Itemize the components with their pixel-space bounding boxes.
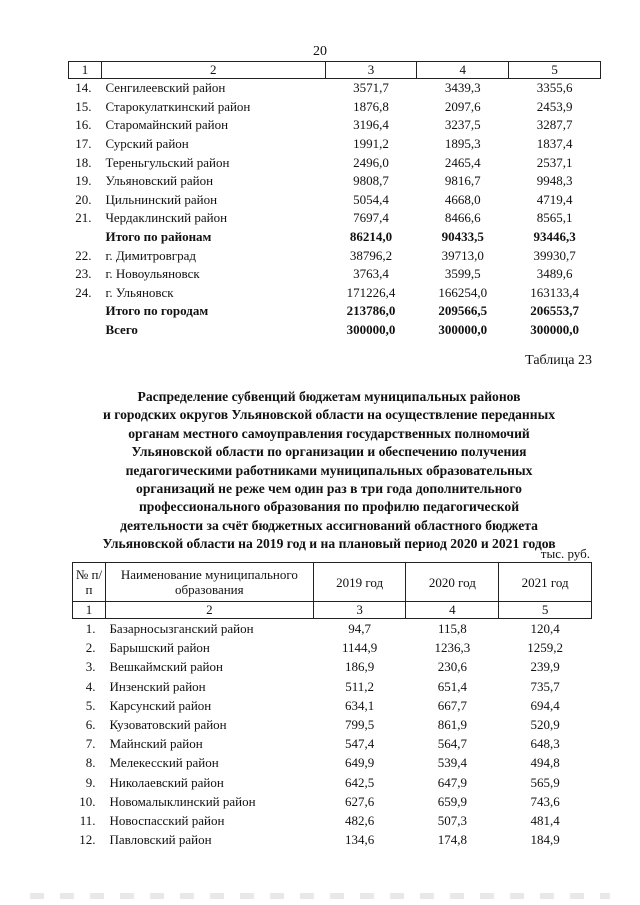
value-cell: 120,4 — [530, 621, 560, 637]
value-cell: 3571,7 — [353, 80, 389, 96]
table-row — [73, 734, 592, 753]
value-cell: 2496,0 — [353, 154, 389, 170]
budget-table-continued — [68, 61, 601, 339]
municipality-name: Майнский район — [109, 736, 203, 752]
value-cell: 3287,7 — [536, 117, 573, 133]
table-row — [73, 753, 592, 772]
municipality-name: Всего — [105, 322, 138, 338]
row-number: 12. — [79, 832, 96, 848]
value-cell: 90433,5 — [441, 229, 484, 245]
col-number: 4 — [406, 602, 499, 619]
municipality-name: Инзенский район — [109, 678, 206, 694]
municipality-name: Итого по городам — [105, 303, 209, 319]
municipality-name: Чердаклинский район — [105, 210, 228, 226]
units-label: тыс. руб. — [540, 546, 590, 561]
title-line: Ульяновской области по организации и обеспечению получения — [131, 444, 527, 460]
value-cell: 93446,3 — [533, 229, 576, 245]
value-cell: 86214,0 — [349, 229, 393, 245]
row-number — [69, 321, 102, 340]
subvention-table — [72, 562, 592, 849]
table2-body — [73, 563, 592, 850]
value-cell: 5054,4 — [353, 191, 389, 207]
value-cell: 4719,4 — [536, 191, 573, 207]
title-line: педагогическими работниками муниципальных образовательных — [125, 462, 533, 478]
value-cell: 166254,0 — [438, 284, 488, 300]
title-line: и городских округов Ульяновской области на осуществление переданных — [103, 407, 555, 423]
municipality-name: Новомалыклинский район — [109, 793, 256, 809]
table-row — [73, 830, 592, 849]
municipality-name: Павловский район — [109, 832, 212, 848]
table-label: Таблица 23 — [525, 353, 592, 368]
value-cell: 539,4 — [437, 755, 467, 771]
value-cell: 3763,4 — [353, 266, 389, 282]
row-number: 2. — [85, 640, 96, 656]
value-cell: 9816,7 — [444, 173, 481, 189]
value-cell: 4668,0 — [444, 191, 481, 207]
row-number: 14. — [75, 80, 92, 96]
table-row — [69, 191, 601, 210]
col-number: 4 — [417, 62, 509, 79]
row-number: 5. — [85, 697, 96, 713]
value-cell: 3237,5 — [444, 117, 481, 133]
value-cell: 184,9 — [530, 832, 560, 848]
value-cell: 174,8 — [437, 832, 467, 848]
row-number: 15. — [75, 98, 92, 114]
table-row — [73, 696, 592, 715]
row-number: 8. — [85, 755, 96, 771]
value-cell: 9808,7 — [353, 173, 389, 189]
value-cell: 565,9 — [530, 774, 560, 790]
municipality-name: Итого по районам — [105, 229, 212, 245]
col-number: 1 — [73, 602, 106, 619]
value-cell: 648,3 — [530, 736, 560, 752]
municipality-name: Базарносызганский район — [109, 621, 254, 637]
value-cell: 8466,6 — [444, 210, 481, 226]
table-row — [73, 619, 592, 639]
header-year: 2019 год — [313, 563, 406, 602]
value-cell: 481,4 — [530, 812, 560, 828]
value-cell: 94,7 — [348, 621, 371, 637]
row-number — [69, 228, 102, 247]
value-cell: 1144,9 — [341, 640, 378, 656]
value-cell: 659,9 — [437, 793, 467, 809]
row-number: 3. — [85, 659, 96, 675]
row-number: 16. — [75, 117, 92, 133]
value-cell: 300000,0 — [346, 322, 396, 338]
title-line: органам местного самоуправления государственных полномочий — [128, 425, 530, 441]
value-cell: 134,6 — [344, 832, 375, 848]
municipality-name: Кузоватовский район — [109, 717, 227, 733]
table2-header — [73, 563, 592, 602]
row-number — [69, 302, 102, 321]
row-number: 1. — [85, 621, 96, 637]
header-year: 2021 год — [499, 563, 592, 602]
value-cell: 186,9 — [344, 659, 375, 675]
table-row — [69, 116, 601, 135]
row-number: 19. — [75, 173, 92, 189]
value-cell: 230,6 — [437, 659, 467, 675]
col-number: 3 — [325, 62, 417, 79]
value-cell: 2465,4 — [444, 154, 481, 170]
value-cell: 213786,0 — [346, 303, 396, 319]
table-row — [73, 792, 592, 811]
municipality-name: Мелекесский район — [109, 755, 219, 771]
value-cell: 647,9 — [437, 774, 467, 790]
row-number: 21. — [75, 210, 92, 226]
row-number: 23. — [75, 266, 92, 282]
value-cell: 3489,6 — [536, 266, 573, 282]
value-cell: 38796,2 — [349, 247, 393, 263]
value-cell: 300000,0 — [438, 322, 488, 338]
municipality-name: Барышский район — [109, 640, 210, 656]
table-row — [69, 265, 601, 284]
row-number: 18. — [75, 154, 92, 170]
row-number: 17. — [75, 136, 92, 152]
value-cell: 743,6 — [530, 793, 560, 809]
value-cell: 520,9 — [530, 717, 560, 733]
municipality-name: Новоспасский район — [109, 812, 225, 828]
row-number: 7. — [85, 736, 96, 752]
value-cell: 634,1 — [344, 697, 375, 713]
municipality-name: Тереньгульский район — [105, 154, 230, 170]
row-number: 20. — [75, 191, 92, 207]
table-row — [69, 153, 601, 172]
table-row — [69, 135, 601, 154]
table-row — [73, 811, 592, 830]
value-cell: 3439,3 — [444, 80, 481, 96]
municipality-name: Старомайнский район — [105, 117, 229, 133]
value-cell: 482,6 — [344, 812, 375, 828]
value-cell: 39930,7 — [533, 247, 576, 263]
row-number: 6. — [85, 717, 96, 733]
table1-body — [69, 62, 601, 340]
table-row — [69, 172, 601, 191]
row-number: 9. — [85, 774, 96, 790]
value-cell: 2453,9 — [536, 98, 573, 114]
table-row — [69, 284, 601, 303]
title-line: Ульяновской области на 2019 год и на плановый период 2020 и 2021 годов — [102, 536, 556, 552]
value-cell: 799,5 — [344, 717, 375, 733]
value-cell: 547,4 — [344, 736, 375, 752]
municipality-name: г. Новоульяновск — [105, 266, 200, 282]
value-cell: 171226,4 — [346, 284, 396, 300]
value-cell: 209566,5 — [438, 303, 488, 319]
col-number: 2 — [101, 62, 325, 79]
table-title — [40, 388, 618, 554]
value-cell: 627,6 — [344, 793, 375, 809]
municipality-name: Сурский район — [105, 136, 189, 152]
value-cell: 1236,3 — [434, 640, 471, 656]
table-row — [73, 638, 592, 657]
value-cell: 507,3 — [437, 812, 467, 828]
header-year: 2020 год — [406, 563, 499, 602]
table-row — [73, 715, 592, 734]
row-number: 24. — [75, 284, 92, 300]
value-cell: 2097,6 — [444, 98, 481, 114]
value-cell: 7697,4 — [353, 210, 389, 226]
table-row — [69, 209, 601, 228]
municipality-name: Цильнинский район — [105, 191, 218, 207]
table-row — [69, 302, 601, 321]
value-cell: 3196,4 — [353, 117, 389, 133]
municipality-name: г. Димитровград — [105, 247, 197, 263]
row-number: 4. — [85, 678, 96, 694]
municipality-name: г. Ульяновск — [105, 284, 174, 300]
value-cell: 511,2 — [345, 678, 374, 694]
table-row — [69, 321, 601, 340]
scan-smudge — [30, 893, 610, 899]
value-cell: 2537,1 — [536, 154, 573, 170]
header-number: № п/п — [73, 563, 106, 602]
table-row — [69, 98, 601, 117]
value-cell: 239,9 — [530, 659, 560, 675]
table1-column-numbers — [69, 62, 601, 79]
value-cell: 667,7 — [437, 697, 467, 713]
value-cell: 861,9 — [437, 717, 467, 733]
title-line: Распределение субвенций бюджетам муниципальных районов — [137, 389, 521, 404]
value-cell: 651,4 — [437, 678, 467, 694]
municipality-name: Сенгилеевский район — [105, 80, 226, 96]
value-cell: 1837,4 — [536, 136, 573, 152]
table-row — [73, 657, 592, 676]
table-row — [69, 79, 601, 98]
col-number: 2 — [105, 602, 313, 619]
table2-column-numbers — [73, 602, 592, 619]
municipality-name: Старокулаткинский район — [105, 98, 251, 114]
municipality-name: Ульяновский район — [105, 173, 214, 189]
value-cell: 642,5 — [344, 774, 375, 790]
value-cell: 694,4 — [530, 697, 560, 713]
table-row — [73, 773, 592, 792]
header-municipality: Наименование муниципального образования — [105, 563, 313, 602]
value-cell: 163133,4 — [530, 284, 579, 300]
row-number: 11. — [79, 812, 96, 828]
row-number: 10. — [79, 793, 96, 809]
col-number: 3 — [313, 602, 406, 619]
table-row — [73, 677, 592, 696]
value-cell: 3599,5 — [444, 266, 481, 282]
value-cell: 1895,3 — [444, 136, 481, 152]
col-number: 1 — [69, 62, 102, 79]
title-line: профессионального образования по профилю педагогической — [138, 499, 520, 515]
value-cell: 494,8 — [530, 755, 560, 771]
title-line: деятельности за счёт бюджетных ассигнований областного бюджета — [120, 517, 538, 533]
value-cell: 300000,0 — [530, 322, 579, 338]
value-cell: 206553,7 — [530, 303, 579, 319]
value-cell: 9948,3 — [536, 173, 573, 189]
value-cell: 735,7 — [530, 678, 560, 694]
value-cell: 115,8 — [437, 621, 467, 637]
col-number: 5 — [509, 62, 601, 79]
value-cell: 1876,8 — [353, 98, 389, 114]
value-cell: 8565,1 — [536, 210, 573, 226]
municipality-name: Вешкаймский район — [109, 659, 223, 675]
value-cell: 1991,2 — [353, 136, 389, 152]
value-cell: 1259,2 — [527, 640, 563, 656]
row-number: 22. — [75, 247, 92, 263]
municipality-name: Карсунский район — [109, 697, 212, 713]
value-cell: 3355,6 — [536, 80, 573, 96]
value-cell: 39713,0 — [441, 247, 484, 263]
col-number: 5 — [499, 602, 592, 619]
title-line: организаций не реже чем один раз в три года дополнительного — [136, 481, 522, 497]
value-cell: 649,9 — [344, 755, 375, 771]
table-row — [69, 246, 601, 265]
page-number: 20 — [313, 44, 327, 59]
table-row — [69, 228, 601, 247]
value-cell: 564,7 — [437, 736, 467, 752]
municipality-name: Николаевский район — [109, 774, 224, 790]
